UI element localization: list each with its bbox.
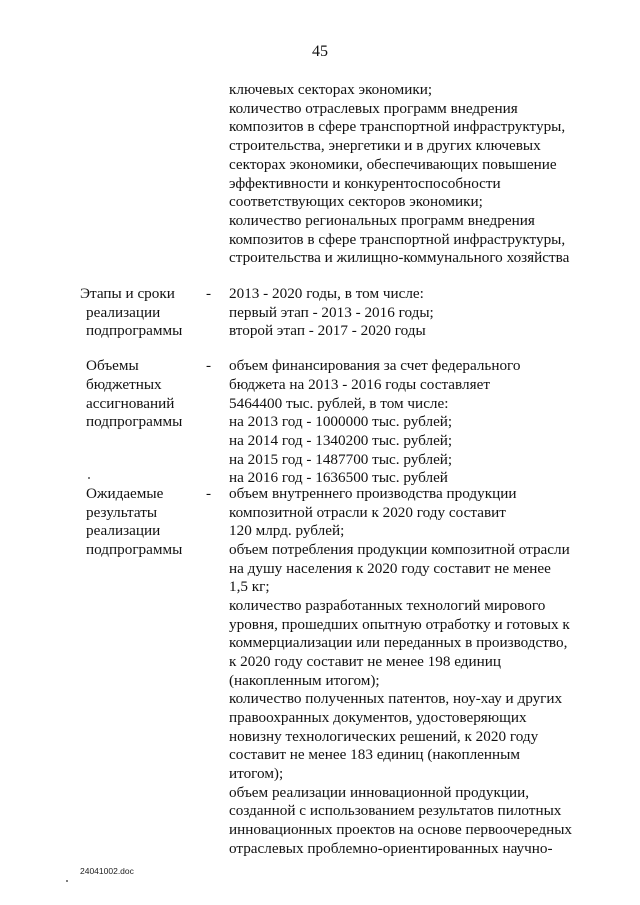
section-text-line: на 2015 год - 1487700 тыс. рублей;	[229, 451, 453, 468]
section-text-line: бюджета на 2013 - 2016 годы составляет	[229, 376, 490, 393]
section-label-line: результаты	[86, 504, 158, 521]
intro-line: композитов в сфере транспортной инфраструктуры,	[229, 231, 566, 248]
intro-line: количество региональных программ внедрения	[229, 212, 535, 229]
section-label-line: реализации	[86, 304, 161, 321]
section-label-line: Ожидаемые	[86, 485, 164, 502]
section-text-line: количество разработанных технологий мирового	[229, 597, 546, 614]
section-text-line: новизну технологических решений, к 2020 году	[229, 728, 539, 745]
intro-line: композитов в сфере транспортной инфраструктуры,	[229, 118, 566, 135]
section-text-line: на 2014 год - 1340200 тыс. рублей;	[229, 432, 453, 449]
section-text-line: первый этап - 2013 - 2016 годы;	[229, 304, 434, 321]
section-text-line: объем внутреннего производства продукции	[229, 485, 517, 502]
section-text-line: коммерциализации или переданных в производство,	[229, 634, 568, 651]
section-text-line: объем потребления продукции композитной отрасли	[229, 541, 570, 558]
intro-line: количество отраслевых программ внедрения	[229, 100, 518, 117]
footer-filename: 24041002.doc	[80, 866, 134, 876]
section-label-line: подпрограммы	[86, 322, 183, 339]
section-text-line: на 2016 год - 1636500 тыс. рублей	[229, 469, 448, 486]
section-text-line: 2013 - 2020 годы, в том числе:	[229, 285, 424, 302]
section-text-line: объем финансирования за счет федерального	[229, 357, 521, 374]
section-label-line: Объемы	[86, 357, 139, 374]
page-number: 45	[312, 43, 328, 60]
intro-line: эффективности и конкурентоспособности	[229, 175, 501, 192]
section-text-line: на 2013 год - 1000000 тыс. рублей;	[229, 413, 453, 430]
section-text-line: инновационных проектов на основе первоочередных	[229, 821, 573, 838]
section-label-line: реализации	[86, 522, 161, 539]
section-text-line: второй этап - 2017 - 2020 годы	[229, 322, 426, 339]
section-text-line: 5464400 тыс. рублей, в том числе:	[229, 395, 449, 412]
section-text-line: 120 млрд. рублей;	[229, 522, 345, 539]
section-label-line: бюджетных	[86, 376, 162, 393]
section-label-line: ассигнований	[86, 395, 175, 412]
section-text-line: итогом);	[229, 765, 284, 782]
section-text-line: правоохранных документов, удостоверяющих	[229, 709, 527, 726]
section-dash: -	[206, 485, 212, 502]
section-text-line: уровня, прошедших опытную отработку и готовых к	[229, 616, 570, 633]
intro-line: строительства, энергетики и в других ключевых	[229, 137, 541, 154]
section-text-line: композитной отрасли к 2020 году составит	[229, 504, 506, 521]
section-text-line: на душу населения к 2020 году составит не менее	[229, 560, 551, 577]
intro-line: соответствующих секторов экономики;	[229, 193, 483, 210]
section-text-line: 1,5 кг;	[229, 578, 270, 595]
section-text-line: количество полученных патентов, ноу-хау и других	[229, 690, 563, 707]
speck-mark	[66, 880, 68, 882]
section-label-line: подпрограммы	[86, 413, 183, 430]
section-dash: -	[206, 357, 212, 374]
section-text-line: отраслевых проблемно-ориентированных научно-	[229, 840, 553, 857]
section-text-line: созданной с использованием результатов пилотных	[229, 802, 562, 819]
section-text-line: (накопленным итогом);	[229, 672, 380, 689]
speck-mark	[88, 477, 90, 479]
intro-line: строительства и жилищно-коммунального хозяйства	[229, 249, 570, 266]
section-label-line: подпрограммы	[86, 541, 183, 558]
section-text-line: объем реализации инновационной продукции,	[229, 784, 530, 801]
section-text-line: составит не менее 183 единиц (накопленным	[229, 746, 520, 763]
section-text-line: к 2020 году составит не менее 198 единиц	[229, 653, 502, 670]
section-dash: -	[206, 285, 212, 302]
intro-line: ключевых секторах экономики;	[229, 81, 433, 98]
section-label-line: Этапы и сроки	[80, 285, 175, 302]
intro-line: секторах экономики, обеспечивающих повышение	[229, 156, 557, 173]
